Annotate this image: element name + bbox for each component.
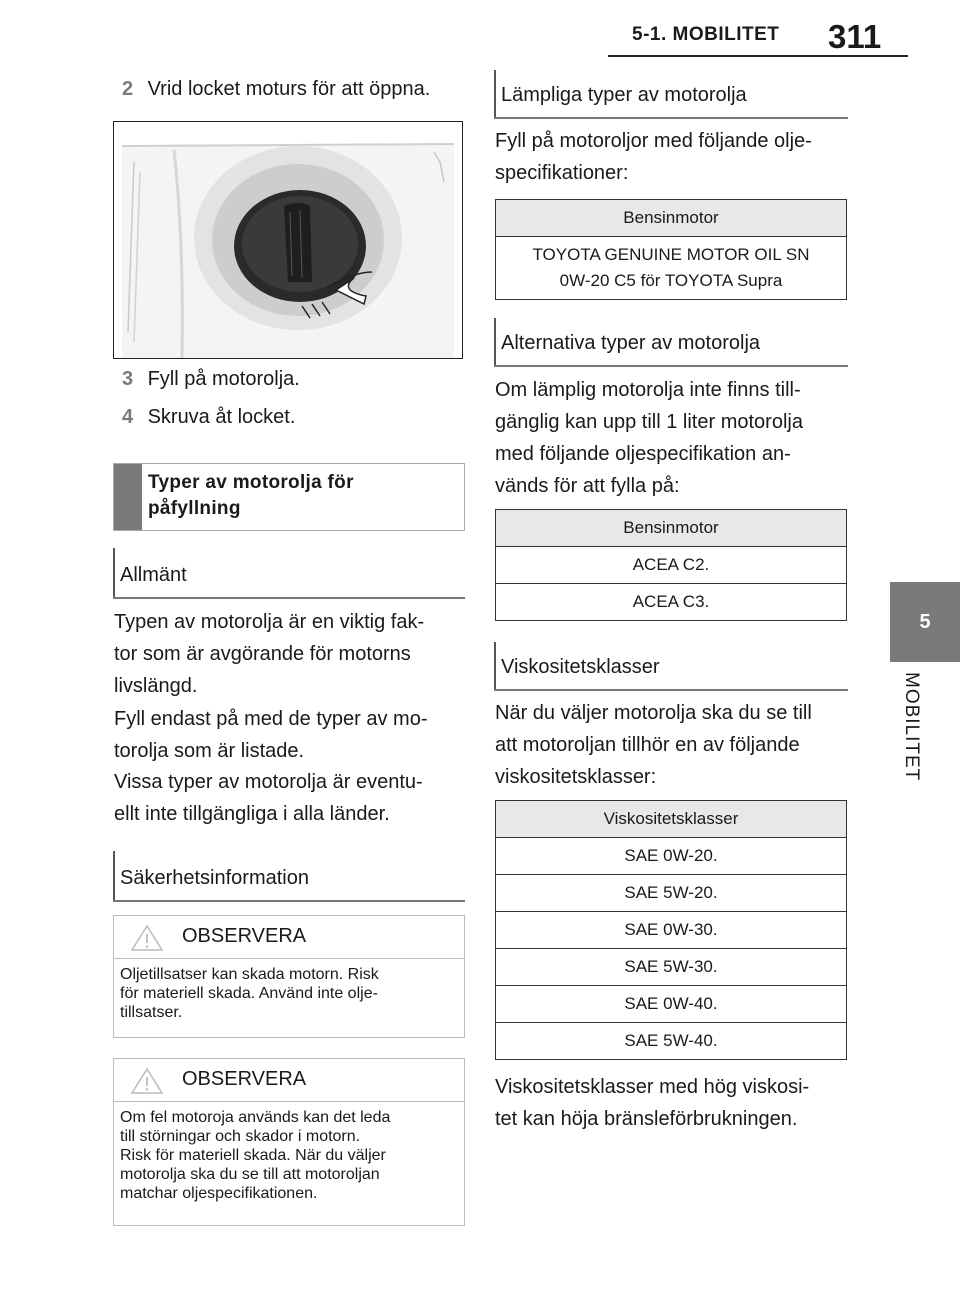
subheading-viskositet	[494, 642, 848, 690]
warning-triangle-icon	[130, 924, 164, 952]
step-number: 2	[122, 78, 134, 100]
table-cell: SAE 5W-30.	[496, 949, 847, 986]
step-text: Skruva åt locket.	[147, 406, 296, 428]
step-text: Fyll på motorolja.	[147, 368, 300, 390]
step-2	[122, 78, 430, 101]
header-divider	[608, 55, 908, 57]
note-text: Oljetillsatser kan skada motorn. Risk för materiell skada. Använd inte olje- tillsatser.	[120, 966, 379, 1021]
subheading-text: Alternativa typer av motorolja	[501, 332, 761, 354]
subheading-text: Säkerhetsinformation	[120, 867, 309, 889]
subheading-text: Allmänt	[120, 564, 187, 586]
subheading-lampliga	[494, 70, 848, 118]
subheading-allmant	[113, 548, 465, 598]
note-title: OBSERVERA	[182, 925, 307, 947]
note-text: Om fel motoroja används kan det leda till störningar och skador i motorn. Risk för materiell skada. När du väljer motorolja ska du se till att motoroljan matchar oljespecifikationen.	[120, 1109, 391, 1202]
table-cell: SAE 5W-40.	[496, 1023, 847, 1060]
viskositet-paragraph: När du väljer motorolja ska du se till att motoroljan tillhör en av följande viskositetsklasser:	[495, 702, 812, 788]
subheading-text: Viskositetsklasser	[501, 656, 660, 678]
lampliga-paragraph: Fyll på motoroljor med följande olje- specifikationer:	[495, 130, 812, 184]
page-number: 311	[828, 18, 882, 55]
oil-cap-drawing	[114, 122, 462, 358]
chapter-side-label	[880, 672, 940, 802]
allmant-paragraph-2: Fyll endast på med de typer av mo- torolja som är listade.	[114, 708, 428, 762]
chapter-label: MOBILITET	[901, 672, 922, 782]
allmant-paragraph-1: Typen av motorolja är en viktig fak- tor som är avgörande för motorns livslängd.	[114, 611, 425, 697]
subheading-text: Lämpliga typer av motorolja	[501, 84, 747, 106]
step-text: Vrid locket moturs för att öppna.	[147, 78, 431, 100]
chapter-tab	[890, 582, 960, 662]
allmant-paragraph-3: Vissa typer av motorolja är eventu- ellt inte tillgängliga i alla länder.	[114, 771, 423, 825]
oil-spec-table	[495, 199, 847, 300]
step-number: 3	[122, 368, 134, 390]
table-header: Viskositetsklasser	[496, 801, 847, 838]
chapter-number: 5	[919, 610, 931, 633]
section-title-line: Typer av motorolja för	[148, 472, 354, 493]
table-cell: SAE 5W-20.	[496, 875, 847, 912]
subheading-sakerhetsinformation	[113, 851, 465, 901]
note-title: OBSERVERA	[182, 1068, 307, 1090]
table-cell: SAE 0W-20.	[496, 838, 847, 875]
section-color-bar	[114, 464, 142, 530]
step-number: 4	[122, 406, 134, 428]
step-3	[122, 368, 300, 391]
table-header: Bensinmotor	[496, 200, 847, 237]
note-box-1	[113, 915, 465, 1038]
section-heading-box	[113, 463, 465, 531]
alternative-spec-table	[495, 509, 847, 621]
alternativa-paragraph: Om lämplig motorolja inte finns till- gänglig kan upp till 1 liter motorolja med följande oljespecifikation an- vänds för att fylla på:	[495, 379, 803, 497]
section-title	[142, 464, 362, 530]
table-cell: ACEA C2.	[496, 547, 847, 584]
step-4	[122, 406, 295, 429]
section-title-line: påfyllning	[148, 498, 241, 519]
table-header: Bensinmotor	[496, 510, 847, 547]
viscosity-table	[495, 800, 847, 1060]
header-section-title: 5-1. MOBILITET	[632, 24, 780, 45]
note-box-2	[113, 1058, 465, 1226]
oil-cap-illustration	[113, 121, 463, 359]
table-cell: SAE 0W-40.	[496, 986, 847, 1023]
table-cell: TOYOTA GENUINE MOTOR OIL SN 0W-20 C5 för TOYOTA Supra	[496, 237, 847, 300]
warning-triangle-icon	[130, 1067, 164, 1095]
subheading-alternativa	[494, 318, 848, 366]
table-cell: ACEA C3.	[496, 584, 847, 621]
table-cell: SAE 0W-30.	[496, 912, 847, 949]
viskositet-note-paragraph: Viskositetsklasser med hög viskosi- tet kan höja bränsleförbrukningen.	[495, 1076, 810, 1130]
